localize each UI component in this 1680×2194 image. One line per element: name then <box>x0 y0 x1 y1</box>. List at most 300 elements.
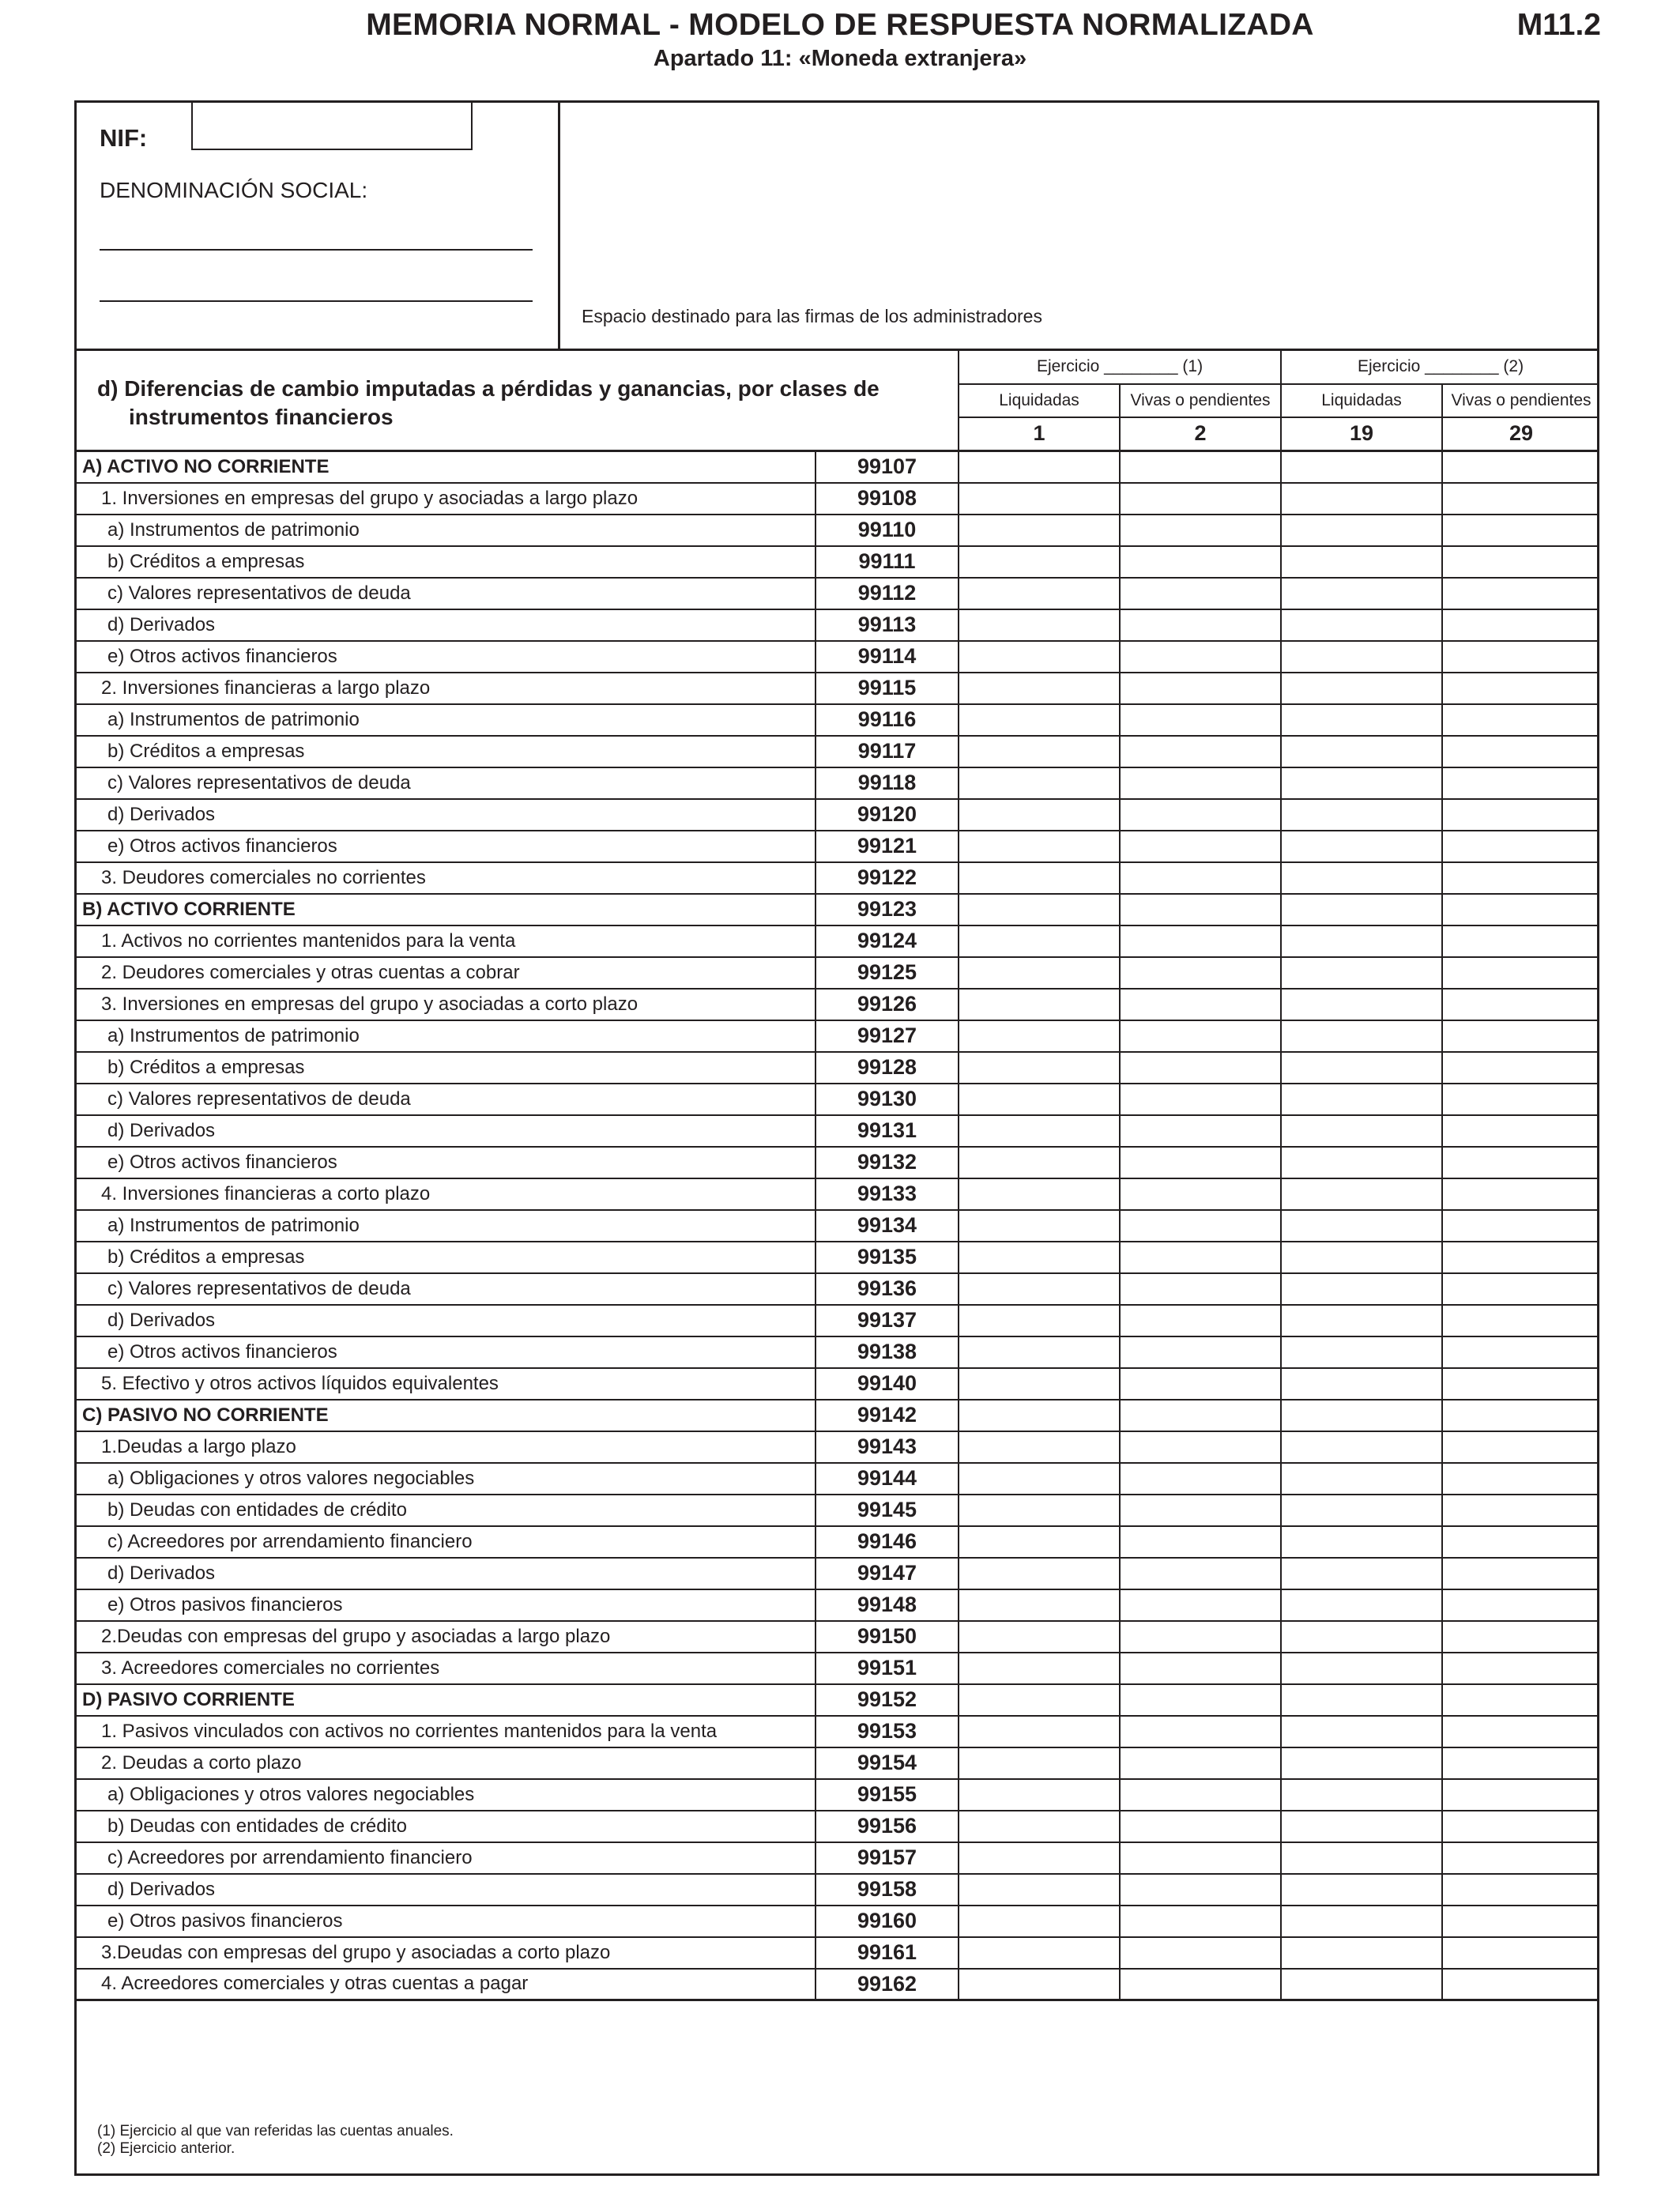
value-liquidadas-1[interactable] <box>959 704 1120 736</box>
value-vivas-1[interactable] <box>1120 1400 1281 1431</box>
value-vivas-2[interactable] <box>1442 799 1599 831</box>
value-vivas-2[interactable] <box>1442 641 1599 673</box>
ejercicio-1-header: Ejercicio ________ (1) <box>959 350 1281 384</box>
value-vivas-1[interactable] <box>1120 1906 1281 1937</box>
value-vivas-1[interactable] <box>1120 1842 1281 1874</box>
value-liquidadas-1[interactable] <box>959 1273 1120 1305</box>
value-liquidadas-2[interactable] <box>1281 483 1442 515</box>
table-row <box>74 1779 1599 1811</box>
value-liquidadas-2[interactable] <box>1281 1716 1442 1747</box>
row-code: 99158 <box>816 1874 959 1906</box>
table-row <box>74 1621 1599 1653</box>
value-vivas-2[interactable] <box>1442 704 1599 736</box>
row-code: 99147 <box>816 1558 959 1589</box>
value-liquidadas-1[interactable] <box>959 1147 1120 1178</box>
nif-input[interactable] <box>191 103 473 150</box>
value-liquidadas-2[interactable] <box>1281 641 1442 673</box>
value-liquidadas-1[interactable] <box>959 1178 1120 1210</box>
value-liquidadas-1[interactable] <box>959 1020 1120 1052</box>
value-vivas-1[interactable] <box>1120 894 1281 925</box>
value-liquidadas-2[interactable] <box>1281 546 1442 578</box>
value-vivas-1[interactable] <box>1120 1716 1281 1747</box>
row-code: 99138 <box>816 1336 959 1368</box>
value-liquidadas-1[interactable] <box>959 1526 1120 1558</box>
value-liquidadas-1[interactable] <box>959 1558 1120 1589</box>
value-liquidadas-1[interactable] <box>959 1400 1120 1431</box>
row-code: 99133 <box>816 1178 959 1210</box>
value-vivas-2[interactable] <box>1442 1589 1599 1621</box>
value-liquidadas-2[interactable] <box>1281 515 1442 546</box>
value-vivas-1[interactable] <box>1120 1052 1281 1084</box>
value-vivas-1[interactable] <box>1120 1147 1281 1178</box>
value-vivas-1[interactable] <box>1120 1115 1281 1147</box>
value-vivas-2[interactable] <box>1442 1210 1599 1242</box>
table-row <box>74 1273 1599 1305</box>
value-vivas-1[interactable] <box>1120 1621 1281 1653</box>
value-liquidadas-2[interactable] <box>1281 1906 1442 1937</box>
value-vivas-2[interactable] <box>1442 957 1599 989</box>
value-vivas-1[interactable] <box>1120 1178 1281 1210</box>
row-label: d) Derivados <box>74 1874 816 1906</box>
value-liquidadas-2[interactable] <box>1281 1463 1442 1495</box>
value-liquidadas-2[interactable] <box>1281 831 1442 862</box>
value-vivas-2[interactable] <box>1442 1716 1599 1747</box>
row-code: 99114 <box>816 641 959 673</box>
value-vivas-1[interactable] <box>1120 1653 1281 1684</box>
row-code: 99130 <box>816 1084 959 1115</box>
table-row <box>74 1400 1599 1431</box>
row-label: 4. Acreedores comerciales y otras cuentas a pagar <box>74 1969 816 2000</box>
value-liquidadas-2[interactable] <box>1281 1937 1442 1969</box>
value-liquidadas-2[interactable] <box>1281 1305 1442 1336</box>
nif-label: NIF: <box>100 124 148 152</box>
table-row <box>74 1653 1599 1684</box>
value-liquidadas-2[interactable] <box>1281 1052 1442 1084</box>
row-code: 99116 <box>816 704 959 736</box>
row-code: 99107 <box>816 451 959 483</box>
value-liquidadas-2[interactable] <box>1281 1779 1442 1811</box>
row-label: 5. Efectivo y otros activos líquidos equivalentes <box>74 1368 816 1400</box>
value-liquidadas-2[interactable] <box>1281 1653 1442 1684</box>
value-liquidadas-1[interactable] <box>959 483 1120 515</box>
identification-block <box>74 100 1599 350</box>
value-liquidadas-1[interactable] <box>959 1052 1120 1084</box>
value-vivas-1[interactable] <box>1120 1305 1281 1336</box>
row-label: 3. Inversiones en empresas del grupo y asociadas a corto plazo <box>74 989 816 1020</box>
row-code: 99136 <box>816 1273 959 1305</box>
row-code: 99142 <box>816 1400 959 1431</box>
row-code: 99155 <box>816 1779 959 1811</box>
value-liquidadas-1[interactable] <box>959 1842 1120 1874</box>
value-liquidadas-1[interactable] <box>959 957 1120 989</box>
value-liquidadas-1[interactable] <box>959 1305 1120 1336</box>
table-row <box>74 1210 1599 1242</box>
row-code: 99115 <box>816 673 959 704</box>
row-label: b) Deudas con entidades de crédito <box>74 1811 816 1842</box>
row-code: 99134 <box>816 1210 959 1242</box>
row-label: 2. Inversiones financieras a largo plazo <box>74 673 816 704</box>
row-code: 99153 <box>816 1716 959 1747</box>
value-vivas-2[interactable] <box>1442 862 1599 894</box>
value-vivas-1[interactable] <box>1120 1779 1281 1811</box>
value-liquidadas-2[interactable] <box>1281 799 1442 831</box>
value-liquidadas-2[interactable] <box>1281 957 1442 989</box>
value-vivas-2[interactable] <box>1442 767 1599 799</box>
value-liquidadas-2[interactable] <box>1281 704 1442 736</box>
value-vivas-1[interactable] <box>1120 1210 1281 1242</box>
value-vivas-1[interactable] <box>1120 1463 1281 1495</box>
value-vivas-1[interactable] <box>1120 1558 1281 1589</box>
row-label: a) Instrumentos de patrimonio <box>74 1210 816 1242</box>
value-liquidadas-2[interactable] <box>1281 1084 1442 1115</box>
row-label: e) Otros activos financieros <box>74 641 816 673</box>
table-row <box>74 925 1599 957</box>
row-code: 99126 <box>816 989 959 1020</box>
row-code: 99128 <box>816 1052 959 1084</box>
value-vivas-2[interactable] <box>1442 1558 1599 1589</box>
col-header-vivas-2: Vivas o pendientes <box>1442 384 1599 417</box>
table-row <box>74 1558 1599 1589</box>
value-vivas-1[interactable] <box>1120 1684 1281 1716</box>
value-vivas-2[interactable] <box>1442 1463 1599 1495</box>
value-vivas-1[interactable] <box>1120 1273 1281 1305</box>
row-label: A) ACTIVO NO CORRIENTE <box>74 451 816 483</box>
value-liquidadas-1[interactable] <box>959 1684 1120 1716</box>
value-liquidadas-1[interactable] <box>959 1621 1120 1653</box>
value-vivas-2[interactable] <box>1442 1052 1599 1084</box>
value-liquidadas-1[interactable] <box>959 1716 1120 1747</box>
value-vivas-1[interactable] <box>1120 1431 1281 1463</box>
row-label: 2. Deudas a corto plazo <box>74 1747 816 1779</box>
value-vivas-1[interactable] <box>1120 673 1281 704</box>
value-liquidadas-1[interactable] <box>959 1368 1120 1400</box>
row-code: 99143 <box>816 1431 959 1463</box>
value-vivas-2[interactable] <box>1442 1178 1599 1210</box>
value-vivas-1[interactable] <box>1120 957 1281 989</box>
value-liquidadas-2[interactable] <box>1281 1210 1442 1242</box>
value-liquidadas-1[interactable] <box>959 609 1120 641</box>
value-vivas-1[interactable] <box>1120 1589 1281 1621</box>
value-liquidadas-2[interactable] <box>1281 1589 1442 1621</box>
value-liquidadas-1[interactable] <box>959 1969 1120 2000</box>
value-liquidadas-2[interactable] <box>1281 1684 1442 1716</box>
value-liquidadas-1[interactable] <box>959 1906 1120 1937</box>
table-row <box>74 1020 1599 1052</box>
row-label: a) Obligaciones y otros valores negociables <box>74 1779 816 1811</box>
value-liquidadas-1[interactable] <box>959 1779 1120 1811</box>
value-liquidadas-1[interactable] <box>959 1589 1120 1621</box>
value-vivas-2[interactable] <box>1442 673 1599 704</box>
table-row <box>74 1842 1599 1874</box>
table-row <box>74 1589 1599 1621</box>
value-liquidadas-2[interactable] <box>1281 894 1442 925</box>
value-liquidadas-1[interactable] <box>959 1431 1120 1463</box>
row-code: 99127 <box>816 1020 959 1052</box>
value-liquidadas-2[interactable] <box>1281 1558 1442 1589</box>
value-vivas-1[interactable] <box>1120 641 1281 673</box>
row-label: b) Créditos a empresas <box>74 736 816 767</box>
value-liquidadas-2[interactable] <box>1281 736 1442 767</box>
row-label: e) Otros pasivos financieros <box>74 1906 816 1937</box>
value-vivas-2[interactable] <box>1442 989 1599 1020</box>
value-vivas-2[interactable] <box>1442 1684 1599 1716</box>
denominacion-label: DENOMINACIÓN SOCIAL: <box>100 178 368 202</box>
row-code: 99148 <box>816 1589 959 1621</box>
value-vivas-2[interactable] <box>1442 1874 1599 1906</box>
value-vivas-1[interactable] <box>1120 1368 1281 1400</box>
row-code: 99152 <box>816 1684 959 1716</box>
table-row <box>74 1811 1599 1842</box>
value-liquidadas-1[interactable] <box>959 1874 1120 1906</box>
value-liquidadas-1[interactable] <box>959 1463 1120 1495</box>
col-number-29: 29 <box>1442 417 1599 451</box>
row-label: 3. Acreedores comerciales no corrientes <box>74 1653 816 1684</box>
row-code: 99156 <box>816 1811 959 1842</box>
value-liquidadas-2[interactable] <box>1281 1178 1442 1210</box>
value-vivas-2[interactable] <box>1442 1495 1599 1526</box>
table-row <box>74 641 1599 673</box>
value-liquidadas-1[interactable] <box>959 1653 1120 1684</box>
value-liquidadas-1[interactable] <box>959 1937 1120 1969</box>
value-liquidadas-2[interactable] <box>1281 1842 1442 1874</box>
value-liquidadas-1[interactable] <box>959 1242 1120 1273</box>
value-vivas-1[interactable] <box>1120 546 1281 578</box>
value-liquidadas-2[interactable] <box>1281 1273 1442 1305</box>
value-vivas-1[interactable] <box>1120 483 1281 515</box>
row-code: 99123 <box>816 894 959 925</box>
value-vivas-2[interactable] <box>1442 1811 1599 1842</box>
table-row <box>74 862 1599 894</box>
col-header-liquidadas-1: Liquidadas <box>959 384 1120 417</box>
row-code: 99160 <box>816 1906 959 1937</box>
value-liquidadas-1[interactable] <box>959 1495 1120 1526</box>
value-liquidadas-2[interactable] <box>1281 1811 1442 1842</box>
value-liquidadas-2[interactable] <box>1281 1115 1442 1147</box>
value-liquidadas-2[interactable] <box>1281 1368 1442 1400</box>
row-label: e) Otros pasivos financieros <box>74 1589 816 1621</box>
section-title-cell <box>74 350 959 451</box>
row-code: 99120 <box>816 799 959 831</box>
value-vivas-1[interactable] <box>1120 578 1281 609</box>
row-label: d) Derivados <box>74 1115 816 1147</box>
value-vivas-2[interactable] <box>1442 1969 1599 2000</box>
row-label: a) Instrumentos de patrimonio <box>74 515 816 546</box>
value-liquidadas-2[interactable] <box>1281 673 1442 704</box>
row-code: 99162 <box>816 1969 959 2000</box>
value-liquidadas-2[interactable] <box>1281 1526 1442 1558</box>
value-vivas-1[interactable] <box>1120 1937 1281 1969</box>
value-liquidadas-2[interactable] <box>1281 1495 1442 1526</box>
value-vivas-1[interactable] <box>1120 451 1281 483</box>
value-vivas-2[interactable] <box>1442 1431 1599 1463</box>
row-label: 3.Deudas con empresas del grupo y asociadas a corto plazo <box>74 1937 816 1969</box>
value-vivas-1[interactable] <box>1120 1874 1281 1906</box>
data-table <box>74 349 1599 2001</box>
value-liquidadas-1[interactable] <box>959 1210 1120 1242</box>
value-vivas-2[interactable] <box>1442 1020 1599 1052</box>
value-vivas-2[interactable] <box>1442 1273 1599 1305</box>
value-liquidadas-1[interactable] <box>959 546 1120 578</box>
value-liquidadas-2[interactable] <box>1281 1020 1442 1052</box>
value-vivas-1[interactable] <box>1120 862 1281 894</box>
value-liquidadas-2[interactable] <box>1281 451 1442 483</box>
value-vivas-2[interactable] <box>1442 1084 1599 1115</box>
value-vivas-1[interactable] <box>1120 1969 1281 2000</box>
value-liquidadas-1[interactable] <box>959 578 1120 609</box>
value-vivas-2[interactable] <box>1442 451 1599 483</box>
value-vivas-2[interactable] <box>1442 1779 1599 1811</box>
row-label: c) Valores representativos de deuda <box>74 767 816 799</box>
value-liquidadas-2[interactable] <box>1281 862 1442 894</box>
table-row <box>74 1052 1599 1084</box>
section-title-line-2: instrumentos financieros <box>129 405 394 429</box>
value-vivas-2[interactable] <box>1442 1653 1599 1684</box>
value-vivas-1[interactable] <box>1120 1336 1281 1368</box>
value-liquidadas-2[interactable] <box>1281 578 1442 609</box>
value-liquidadas-1[interactable] <box>959 673 1120 704</box>
value-vivas-1[interactable] <box>1120 1747 1281 1779</box>
row-label: B) ACTIVO CORRIENTE <box>74 894 816 925</box>
value-liquidadas-2[interactable] <box>1281 989 1442 1020</box>
value-liquidadas-2[interactable] <box>1281 609 1442 641</box>
value-liquidadas-2[interactable] <box>1281 1747 1442 1779</box>
row-label: 3. Deudores comerciales no corrientes <box>74 862 816 894</box>
value-vivas-2[interactable] <box>1442 515 1599 546</box>
value-vivas-2[interactable] <box>1442 925 1599 957</box>
value-vivas-1[interactable] <box>1120 799 1281 831</box>
value-vivas-2[interactable] <box>1442 1336 1599 1368</box>
row-label: 2.Deudas con empresas del grupo y asociadas a largo plazo <box>74 1621 816 1653</box>
value-liquidadas-1[interactable] <box>959 1747 1120 1779</box>
table-row <box>74 1368 1599 1400</box>
value-vivas-2[interactable] <box>1442 1305 1599 1336</box>
value-liquidadas-1[interactable] <box>959 862 1120 894</box>
value-vivas-1[interactable] <box>1120 989 1281 1020</box>
value-vivas-2[interactable] <box>1442 1242 1599 1273</box>
value-vivas-2[interactable] <box>1442 483 1599 515</box>
row-label: c) Valores representativos de deuda <box>74 1273 816 1305</box>
value-vivas-2[interactable] <box>1442 1115 1599 1147</box>
row-code: 99146 <box>816 1526 959 1558</box>
value-liquidadas-2[interactable] <box>1281 925 1442 957</box>
table-row <box>74 894 1599 925</box>
value-liquidadas-2[interactable] <box>1281 1969 1442 2000</box>
row-code: 99118 <box>816 767 959 799</box>
denominacion-line-2[interactable] <box>100 300 533 302</box>
value-vivas-2[interactable] <box>1442 1147 1599 1178</box>
value-vivas-1[interactable] <box>1120 1526 1281 1558</box>
form-subtitle: Apartado 11: «Moneda extranjera» <box>653 46 1027 71</box>
value-liquidadas-2[interactable] <box>1281 1874 1442 1906</box>
value-liquidadas-1[interactable] <box>959 1084 1120 1115</box>
value-liquidadas-1[interactable] <box>959 767 1120 799</box>
row-code: 99110 <box>816 515 959 546</box>
value-vivas-2[interactable] <box>1442 1842 1599 1874</box>
value-vivas-2[interactable] <box>1442 1368 1599 1400</box>
value-liquidadas-2[interactable] <box>1281 1621 1442 1653</box>
row-code: 99145 <box>816 1495 959 1526</box>
table-row <box>74 1684 1599 1716</box>
value-liquidadas-2[interactable] <box>1281 1336 1442 1368</box>
value-liquidadas-1[interactable] <box>959 989 1120 1020</box>
firma-space-label: Espacio destinado para las firmas de los administradores <box>582 306 1042 326</box>
row-label: 1.Deudas a largo plazo <box>74 1431 816 1463</box>
value-vivas-1[interactable] <box>1120 609 1281 641</box>
value-liquidadas-1[interactable] <box>959 1811 1120 1842</box>
value-vivas-1[interactable] <box>1120 515 1281 546</box>
table-row <box>74 515 1599 546</box>
value-vivas-1[interactable] <box>1120 1084 1281 1115</box>
value-liquidadas-1[interactable] <box>959 641 1120 673</box>
value-liquidadas-1[interactable] <box>959 451 1120 483</box>
row-label: b) Deudas con entidades de crédito <box>74 1495 816 1526</box>
value-vivas-2[interactable] <box>1442 1906 1599 1937</box>
value-vivas-2[interactable] <box>1442 1621 1599 1653</box>
row-code: 99121 <box>816 831 959 862</box>
value-vivas-1[interactable] <box>1120 831 1281 862</box>
value-liquidadas-1[interactable] <box>959 799 1120 831</box>
value-liquidadas-1[interactable] <box>959 515 1120 546</box>
value-liquidadas-1[interactable] <box>959 1115 1120 1147</box>
row-code: 99113 <box>816 609 959 641</box>
value-vivas-2[interactable] <box>1442 546 1599 578</box>
value-vivas-2[interactable] <box>1442 609 1599 641</box>
value-liquidadas-2[interactable] <box>1281 1431 1442 1463</box>
value-vivas-1[interactable] <box>1120 925 1281 957</box>
value-vivas-1[interactable] <box>1120 1495 1281 1526</box>
value-liquidadas-1[interactable] <box>959 831 1120 862</box>
value-vivas-1[interactable] <box>1120 1811 1281 1842</box>
row-code: 99125 <box>816 957 959 989</box>
table-row <box>74 1937 1599 1969</box>
footnotes <box>97 2123 454 2158</box>
identification-left <box>74 100 560 350</box>
value-vivas-1[interactable] <box>1120 767 1281 799</box>
value-liquidadas-2[interactable] <box>1281 1147 1442 1178</box>
value-vivas-1[interactable] <box>1120 1020 1281 1052</box>
value-liquidadas-2[interactable] <box>1281 1242 1442 1273</box>
row-code: 99144 <box>816 1463 959 1495</box>
value-vivas-2[interactable] <box>1442 894 1599 925</box>
row-code: 99161 <box>816 1937 959 1969</box>
value-vivas-2[interactable] <box>1442 578 1599 609</box>
value-liquidadas-2[interactable] <box>1281 767 1442 799</box>
value-vivas-2[interactable] <box>1442 1747 1599 1779</box>
value-vivas-2[interactable] <box>1442 1526 1599 1558</box>
value-vivas-1[interactable] <box>1120 736 1281 767</box>
row-label: c) Acreedores por arrendamiento financiero <box>74 1526 816 1558</box>
value-vivas-2[interactable] <box>1442 1400 1599 1431</box>
table-row <box>74 1115 1599 1147</box>
row-label: b) Créditos a empresas <box>74 546 816 578</box>
row-code: 99117 <box>816 736 959 767</box>
row-code: 99137 <box>816 1305 959 1336</box>
value-liquidadas-2[interactable] <box>1281 1400 1442 1431</box>
row-label: 1. Pasivos vinculados con activos no corrientes mantenidos para la venta <box>74 1716 816 1747</box>
denominacion-line-1[interactable] <box>100 249 533 251</box>
value-liquidadas-1[interactable] <box>959 925 1120 957</box>
row-code: 99154 <box>816 1747 959 1779</box>
value-vivas-2[interactable] <box>1442 831 1599 862</box>
value-vivas-1[interactable] <box>1120 704 1281 736</box>
value-liquidadas-1[interactable] <box>959 736 1120 767</box>
value-vivas-2[interactable] <box>1442 736 1599 767</box>
value-liquidadas-1[interactable] <box>959 894 1120 925</box>
value-vivas-2[interactable] <box>1442 1937 1599 1969</box>
col-header-liquidadas-2: Liquidadas <box>1281 384 1442 417</box>
value-liquidadas-1[interactable] <box>959 1336 1120 1368</box>
value-vivas-1[interactable] <box>1120 1242 1281 1273</box>
